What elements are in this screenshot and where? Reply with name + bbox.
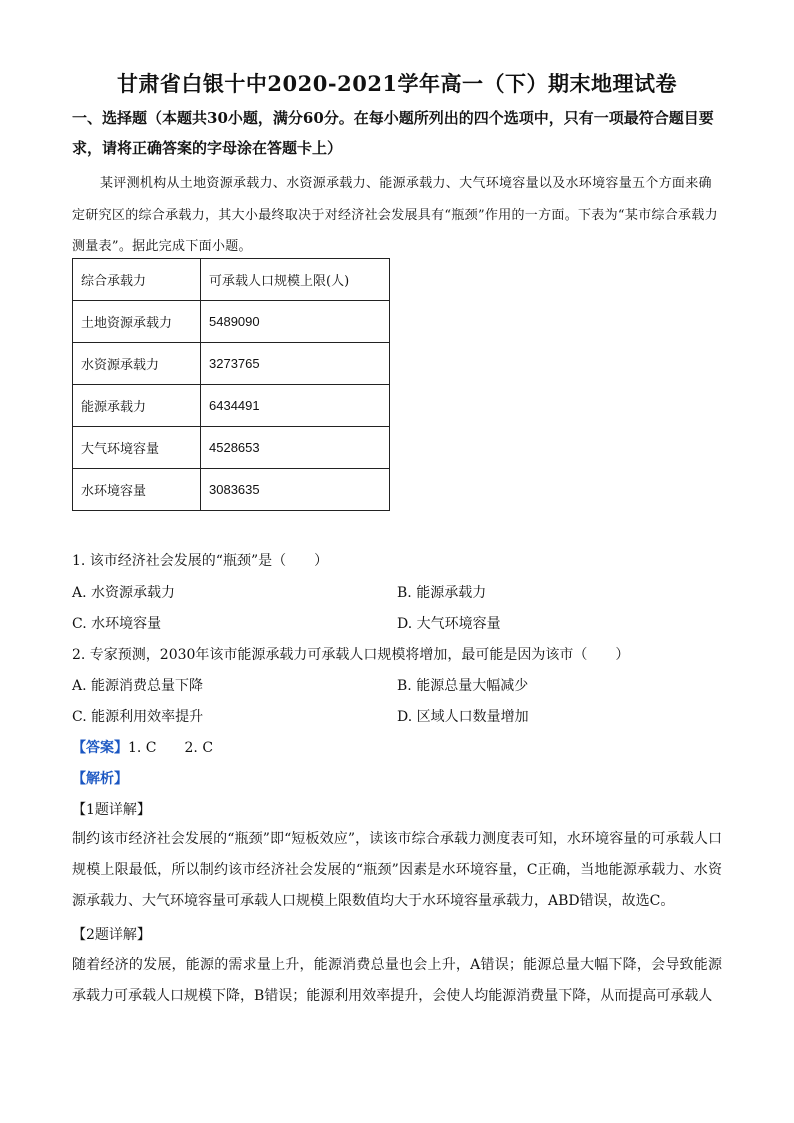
row-value: 6434491: [201, 385, 390, 427]
q1-option-a: A. 水资源承载力: [72, 585, 176, 601]
q2-option-c: C. 能源利用效率提升: [72, 709, 204, 725]
section-heading: 一、选择题（本题共30小题，满分60分。在每小题所列出的四个选项中，只有一项最符合题目要求，请将正确答案的字母涂在答题卡上）: [72, 109, 714, 157]
detail-1-label: 【1题详解】: [72, 802, 151, 818]
row-value: 3083635: [201, 469, 390, 511]
q1-option-d: D. 大气环境容量: [397, 616, 501, 632]
table-row: [73, 385, 390, 427]
detail-2-label: 【2题详解】: [72, 927, 151, 943]
capacity-table: [72, 258, 390, 511]
row-name: 能源承载力: [73, 385, 201, 427]
table-row: [73, 469, 390, 511]
table-row: [73, 343, 390, 385]
q2-option-b: B. 能源总量大幅减少: [397, 678, 529, 694]
row-value: 3273765: [201, 343, 390, 385]
page-title: 甘肃省白银十中2020-2021学年高一（下）期末地理试卷: [116, 71, 678, 96]
detail-2-text: 随着经济的发展，能源的需求量上升，能源消费总量也会上升，A错误；能源总量大幅下降，会导致能源承载力可承载人口规模下降，B错误；能源利用效率提升，会使人均能源消费量下降，从而提高可承载人: [72, 957, 722, 1004]
q1-option-b: B. 能源承载力: [397, 585, 487, 601]
table-header-cell: 综合承载力: [73, 259, 201, 301]
detail-1-text: 制约该市经济社会发展的“瓶颈”即“短板效应”，读该市综合承载力测度表可知，水环境容量的可承载人口规模上限最低，所以制约该市经济社会发展的“瓶颈”因素是水环境容量，C正确，当地能源承载力、水资源承载力、大气环境容量可承载人口规模上限数值均大于水环境容量承载力，ABD错误，故选C。: [72, 831, 722, 909]
row-name: 土地资源承载力: [73, 301, 201, 343]
row-name: 水资源承载力: [73, 343, 201, 385]
question-1-stem: 1. 该市经济社会发展的“瓶颈”是（ ）: [72, 553, 329, 569]
question-2-stem: 2. 专家预测，2030年该市能源承载力可承载人口规模将增加，最可能是因为该市（ ）: [72, 647, 630, 663]
answer-text: 1. C 2. C: [128, 740, 214, 756]
q2-option-d: D. 区域人口数量增加: [397, 709, 529, 725]
analysis-label: 【解析】: [72, 771, 128, 787]
row-name: 水环境容量: [73, 469, 201, 511]
table-row: [73, 427, 390, 469]
table-header-cell: 可承载人口规模上限(人): [201, 259, 390, 301]
table-row: [73, 301, 390, 343]
q2-option-a: A. 能源消费总量下降: [72, 678, 204, 694]
row-value: 5489090: [201, 301, 390, 343]
row-name: 大气环境容量: [73, 427, 201, 469]
table-header-row: [73, 259, 390, 301]
q1-option-c: C. 水环境容量: [72, 616, 162, 632]
answer-line: [72, 737, 213, 757]
row-value: 4528653: [201, 427, 390, 469]
answer-label: 【答案】: [72, 740, 128, 756]
intro-paragraph: 某评测机构从土地资源承载力、水资源承载力、能源承载力、大气环境容量以及水环境容量五个方面来确定研究区的综合承载力，其大小最终取决于对经济社会发展具有“瓶颈”作用的一方面。下表为“某市综合承载力测量表”。据此完成下面小题。: [72, 176, 718, 254]
